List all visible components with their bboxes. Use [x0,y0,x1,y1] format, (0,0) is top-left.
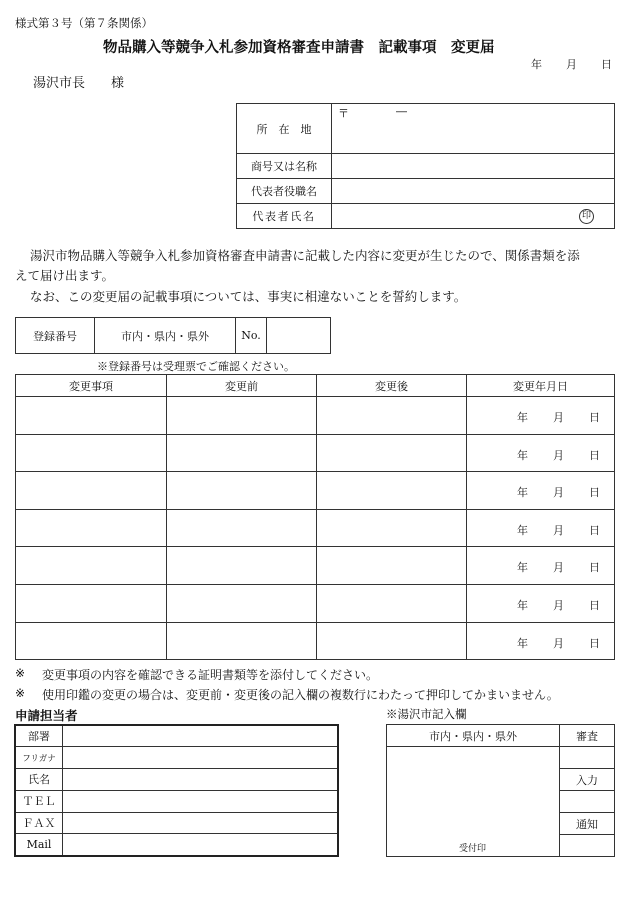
change-after-cell[interactable] [317,547,467,585]
change-table [15,374,615,660]
change-before-cell[interactable] [167,397,317,435]
location-label [237,104,332,154]
change-date-year: 年 [517,448,528,462]
change-before-cell[interactable] [167,434,317,472]
contact-rows [15,725,338,856]
change-date-year: 年 [517,598,528,612]
date-year: 年 [531,58,542,71]
contact-field-dept[interactable] [63,725,339,747]
note1: 変更事項の内容を確認できる証明書類等を添付してください。 [42,668,379,682]
change-date-month: 月 [553,561,564,575]
office-stamp-label: 受付印 [459,844,487,854]
change-item-cell[interactable] [16,434,167,472]
change-header-item: 変更事項 [16,375,167,397]
change-header-date: 変更年月日 [467,375,615,397]
change-row [16,397,615,435]
change-date-month: 月 [553,448,564,462]
change-after-cell[interactable] [317,472,467,510]
postal-mark: 〒 [338,107,349,120]
change-after-cell[interactable] [317,584,467,622]
contact-title: 申請担当者 [15,708,78,723]
change-date-year: 年 [517,561,528,575]
office-review-box[interactable] [560,747,615,769]
change-row [16,584,615,622]
contact-field-fax[interactable] [63,812,339,834]
note1-mark: ※ [15,666,26,680]
registration-region[interactable] [95,318,236,354]
contact-label-dept: 部署 [15,725,63,747]
contact-label-fax: ＦＡＸ [15,812,63,834]
change-date-month: 月 [553,486,564,500]
registration-region-text: 市内・県内・県外 [121,329,209,343]
contact-label-mail: Mail [15,834,63,856]
date-month: 月 [566,58,577,71]
form-number: 様式第３号（第７条関係） [15,16,153,30]
trade-name-field[interactable] [332,154,615,179]
applicant-table [236,103,615,229]
trade-name-label-text: 商号又は名称 [251,160,317,173]
office-table [386,724,615,857]
change-date-cell[interactable] [467,434,615,472]
rep-name-label [237,204,332,229]
change-date-year: 年 [517,411,528,424]
change-date-day: 日 [589,561,600,575]
change-after-cell[interactable] [317,509,467,547]
change-date-day: 日 [589,448,600,462]
registration-label-text: 登録番号 [33,329,77,343]
registration-table [15,317,331,354]
office-review-label: 審査 [560,725,615,747]
change-date-day: 日 [589,486,600,500]
change-date-day: 日 [589,411,600,424]
change-date-day: 日 [589,598,600,612]
contact-field-tel[interactable] [63,790,339,812]
change-date-month: 月 [553,636,564,650]
addressee: 湯沢市長 様 [33,76,125,91]
change-row [16,434,615,472]
date-day: 日 [601,58,612,71]
seal-icon: 印 [579,209,594,224]
contact-field-name[interactable] [63,769,339,791]
change-date-month: 月 [553,523,564,537]
change-header-before: 変更前 [167,375,317,397]
change-before-cell[interactable] [167,509,317,547]
registration-no-label-text: No. [241,329,261,342]
note2: 使用印鑑の変更の場合は、変更前・変更後の記入欄の複数行にわたって押印してかまいません。 [42,688,559,702]
registration-label [16,318,95,354]
change-date-cell[interactable] [467,509,615,547]
change-date-month: 月 [553,598,564,612]
change-date-year: 年 [517,523,528,537]
change-date-day: 日 [589,636,600,650]
contact-row-furigana [15,747,338,769]
change-item-cell[interactable] [16,509,167,547]
change-date-cell[interactable] [467,622,615,660]
trade-name-label [237,154,332,179]
change-item-cell[interactable] [16,472,167,510]
rep-title-label [237,179,332,204]
rep-name-field[interactable] [332,204,615,229]
change-date-month: 月 [553,411,564,424]
office-notice-box[interactable] [560,835,615,857]
contact-label-tel: ＴＥＬ [15,790,63,812]
location-label-text: 所 在 地 [256,122,312,136]
contact-row-tel [15,790,338,812]
postal-dash: ― [396,105,407,118]
office-notice-label: 通知 [560,813,615,835]
change-item-cell[interactable] [16,584,167,622]
rep-title-field[interactable] [332,179,615,204]
change-item-cell[interactable] [16,397,167,435]
change-date-cell[interactable] [467,547,615,585]
change-before-cell[interactable] [167,472,317,510]
change-date-cell[interactable] [467,472,615,510]
change-item-cell[interactable] [16,622,167,660]
change-header-after: 変更後 [317,375,467,397]
registration-no-label [236,318,267,354]
change-row [16,547,615,585]
change-after-cell[interactable] [317,397,467,435]
contact-label-furigana: フリガナ [15,747,63,769]
office-input-label: 入力 [560,769,615,791]
change-before-cell[interactable] [167,622,317,660]
rep-title-label-text: 代表者役職名 [251,185,317,198]
rep-name-label-text: 代表者氏名 [252,210,316,223]
registration-no-field[interactable] [267,318,331,354]
contact-row-name [15,769,338,791]
contact-label-name: 氏名 [15,769,63,791]
page-title: 物品購入等競争入札参加資格審査申請書 記載事項 変更届 [103,39,495,56]
office-region: 市内・県内・県外 [387,725,560,747]
change-date-day: 日 [589,523,600,537]
note2-mark: ※ [15,686,26,700]
change-row [16,509,615,547]
office-input-box[interactable] [560,791,615,813]
contact-row-dept [15,725,338,747]
change-item-cell[interactable] [16,547,167,585]
change-after-cell[interactable] [317,434,467,472]
contact-row-mail [15,834,338,856]
para1-line2: えて届け出ます。 [15,268,115,283]
change-date-year: 年 [517,636,528,650]
contact-table [14,724,339,857]
office-stamp-area [387,747,560,857]
change-row [16,622,615,660]
location-field[interactable] [332,104,615,154]
contact-field-mail[interactable] [63,834,339,856]
change-date-year: 年 [517,486,528,500]
contact-field-furigana[interactable] [63,747,339,769]
change-date-cell[interactable] [467,584,615,622]
change-row [16,472,615,510]
change-rows [16,397,615,660]
contact-row-fax [15,812,338,834]
change-after-cell[interactable] [317,622,467,660]
office-title: ※湯沢市記入欄 [386,707,467,721]
change-date-cell[interactable] [467,397,615,435]
para2: なお、この変更届の記載事項については、事実に相違ないことを誓約します。 [30,289,467,304]
para1-line1: 湯沢市物品購入等競争入札参加資格審査申請書に記載した内容に変更が生じたので、関係書類を添 [30,248,580,263]
change-before-cell[interactable] [167,547,317,585]
change-before-cell[interactable] [167,584,317,622]
registration-note: ※登録番号は受理票でご確認ください。 [97,360,295,373]
